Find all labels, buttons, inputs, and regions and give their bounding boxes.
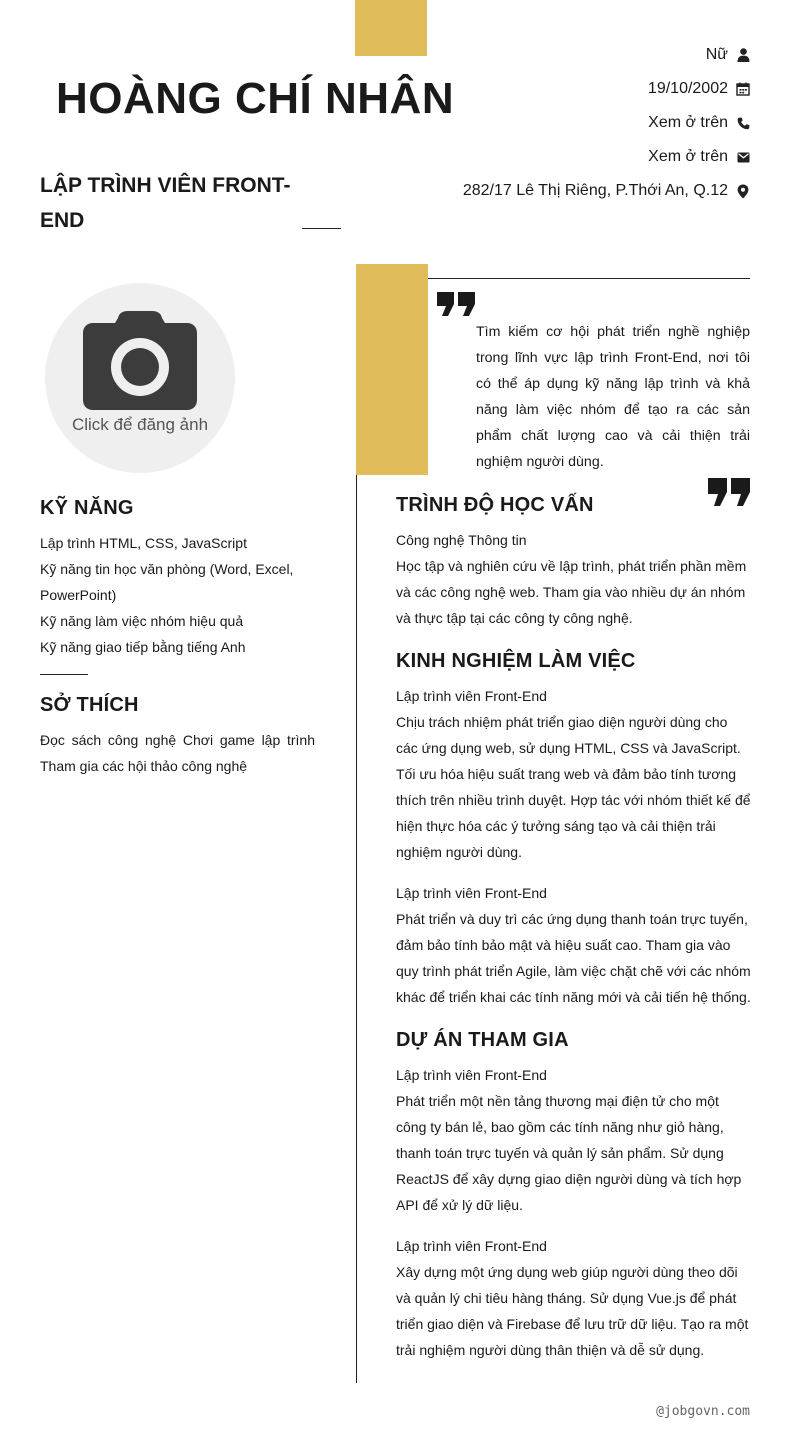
user-icon xyxy=(736,48,750,62)
column-divider xyxy=(356,475,357,1383)
skill-item: Kỹ năng giao tiếp bằng tiếng Anh xyxy=(40,639,246,655)
mail-icon xyxy=(736,150,750,164)
contact-phone xyxy=(390,106,750,140)
skills-divider xyxy=(40,674,88,675)
project-description: Phát triển một nền tảng thương mại điện tử cho một công ty bán lẻ, bao gồm các tính năng như giỏ hàng, thanh toán trực tuyến và quản lý sản phẩm. Sử dụng ReactJS để xây dựng giao diện người dùng và tích hợp API để xử lý dữ liệu. xyxy=(396,1093,742,1213)
address-value[interactable]: 282/17 Lê Thị Riêng, P.Thới An, Q.12 xyxy=(462,182,728,199)
accent-block-middle xyxy=(356,264,428,475)
education-description: Học tập và nghiên cứu về lập trình, phát triển phần mềm và các công nghệ web. Tham gia vào nhiều dự án nhóm và thực tập tại các công ty công nghệ. xyxy=(396,558,747,626)
skills-title[interactable]: KỸ NĂNG xyxy=(40,497,134,519)
project-entry[interactable] xyxy=(396,1062,752,1218)
contact-info xyxy=(390,38,750,208)
education-body[interactable] xyxy=(396,527,752,631)
email-value[interactable]: Xem ở trên xyxy=(648,148,728,165)
job-title[interactable]: LẬP TRÌNH VIÊN FRONT-END xyxy=(40,174,291,232)
education-major: Công nghệ Thông tin xyxy=(396,532,527,548)
education-section xyxy=(396,494,752,517)
experience-description: Chịu trách nhiệm phát triển giao diện người dùng cho các ứng dụng web, sử dụng HTML, CSS và JavaScript. Tối ưu hóa hiệu suất trang web và đảm bảo tính tương thích trên nhiều trình duyệt. Hợp tác với nhóm thiết kế để hiện thực hóa các ý tưởng sáng tạo và cải thiện trải nghiệm người dùng. xyxy=(396,714,751,860)
project-entry[interactable] xyxy=(396,1233,752,1363)
experience-entry[interactable] xyxy=(396,683,752,865)
hobbies-title[interactable]: SỞ THÍCH xyxy=(40,694,139,716)
experience-position: Lập trình viên Front-End xyxy=(396,688,547,704)
hobbies-text[interactable]: Đọc sách công nghệ Chơi game lập trình Tham gia các hội thảo công nghệ xyxy=(40,732,315,774)
objective-divider xyxy=(428,278,750,279)
gender-value[interactable]: Nữ xyxy=(705,46,728,63)
experience-position: Lập trình viên Front-End xyxy=(396,885,547,901)
birthday-value[interactable]: 19/10/2002 xyxy=(647,80,728,97)
contact-email xyxy=(390,140,750,174)
camera-icon xyxy=(83,310,197,410)
calendar-icon xyxy=(736,82,750,96)
experience-section xyxy=(396,650,752,673)
skill-item: Kỹ năng tin học văn phòng (Word, Excel, PowerPoint) xyxy=(40,561,294,603)
skill-item: Lập trình HTML, CSS, JavaScript xyxy=(40,535,247,551)
phone-value[interactable]: Xem ở trên xyxy=(648,114,728,131)
project-position: Lập trình viên Front-End xyxy=(396,1067,547,1083)
education-title[interactable]: TRÌNH ĐỘ HỌC VẤN xyxy=(396,494,594,516)
avatar-caption: Click để đăng ảnh xyxy=(71,415,209,434)
quote-open-icon xyxy=(437,292,475,321)
project-position: Lập trình viên Front-End xyxy=(396,1238,547,1254)
contact-birthday xyxy=(390,72,750,106)
experience-entry[interactable] xyxy=(396,880,752,1010)
skill-item: Kỹ năng làm việc nhóm hiệu quả xyxy=(40,613,244,629)
avatar-upload[interactable] xyxy=(45,283,235,473)
contact-address xyxy=(390,174,750,208)
projects-section xyxy=(396,1029,752,1052)
contact-gender xyxy=(390,38,750,72)
phone-icon xyxy=(736,116,750,130)
experience-description: Phát triển và duy trì các ứng dụng thanh toán trực tuyến, đảm bảo tính bảo mật và hiệu suất cao. Tham gia vào quy trình phát triển Agile, làm việc chặt chẽ với các nhóm khác để triển khai các tính năng mới và cải tiến hệ thống. xyxy=(396,911,751,1005)
experience-title[interactable]: KINH NGHIỆM LÀM VIỆC xyxy=(396,650,636,672)
candidate-name[interactable]: HOÀNG CHÍ NHÂN xyxy=(56,74,455,123)
career-objective[interactable]: Tìm kiếm cơ hội phát triển nghề nghiệp trong lĩnh vực lập trình Front-End, nơi tôi có thể áp dụng kỹ năng lập trình và khả năng làm việc nhóm để tạo ra các sản phẩm chất lượng cao và cải thiện trải nghiệm người dùng. xyxy=(476,324,750,470)
location-icon xyxy=(736,184,750,198)
footer-credit: @jobgovn.com xyxy=(656,1404,750,1419)
project-description: Xây dựng một ứng dụng web giúp người dùng theo dõi và quản lý chi tiêu hàng tháng. Sử dụng Vue.js để phát triển giao diện và Firebase để lưu trữ dữ liệu. Tạo ra một trải nghiệm người dùng thân thiện và dễ sử dụng. xyxy=(396,1264,749,1358)
projects-title[interactable]: DỰ ÁN THAM GIA xyxy=(396,1029,569,1051)
skills-list[interactable] xyxy=(40,530,315,660)
